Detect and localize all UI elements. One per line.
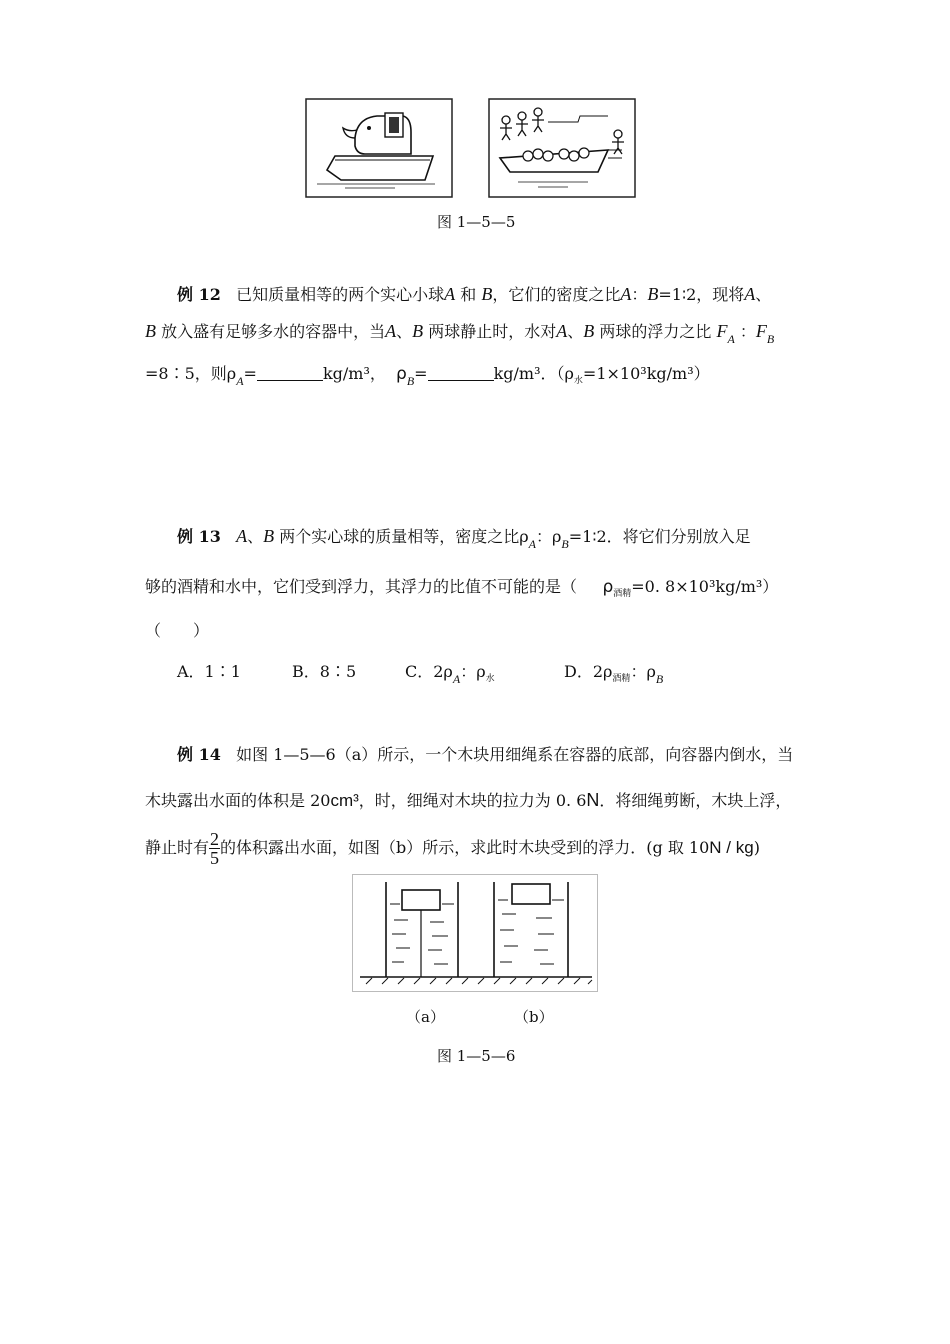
example-14-line-1: 例 14 如图 1—5—6（a）所示，一个木块用细绳系在容器的底部，向容器内倒水，当 [177,745,794,764]
figure-1-5-6-label-b: （b） [514,1008,554,1026]
figure-1-5-6-caption: 图 1—5—6 [437,1047,516,1065]
example-13-option-d: D．$2\rho_{酒精}$：$\rho_B$ [564,662,664,686]
example-12-line-2: B 放入盛有足够多水的容器中，当A、B 两球静止时，水对A、B 两球的浮力之比 $F_A$ ：$F_B$ [145,321,775,346]
example-14-label: 例 14 [177,745,221,764]
example-12-label: 例 12 [177,285,221,304]
example-14-line-3: 静止时有 $\frac{2}{5}$ 的体积露出水面，如图（b）所示，求此时木块受到的浮力．(g 取 10N / kg) [145,829,760,868]
example-13-line-1: 例 13 A、B 两个实心球的质量相等，密度之比$\rho_A$：$\rho_B=1∶2$．将它们分别放入足 [177,526,751,551]
example-13-option-a: A．1∶1 [177,662,241,681]
example-13-label: 例 13 [177,527,221,546]
answer-blank-a [257,366,323,381]
example-14-line-2: 木块露出水面的体积是 20cm³，时，细绳对木块的拉力为 0. 6N．将细绳剪断，木块上浮， [145,790,792,810]
example-13-answer-paren: （ ） [145,621,210,640]
figure-1-5-5-right [488,98,636,198]
figure-1-5-5-caption: 图 1—5—5 [437,213,516,231]
answer-blank-b [428,366,494,381]
example-12-line-1: 例 12 已知质量相等的两个实心小球A 和 B，它们的密度之比A：B=1∶2，现将A、 [177,284,772,304]
figure-1-5-6-label-a: （a） [406,1008,445,1026]
example-12-line-3: =8∶5，则$\rho_A= kg/m^3$， $\rho_B= kg/m^3$．$(\rho_水=1\times 10^3kg/m^3)$ [145,364,710,388]
fraction-two-fifths: $\frac{2}{5}$ [210,829,220,868]
figure-1-5-6 [352,874,598,992]
figure-1-5-5-left [305,98,453,198]
example-13-option-b: B．8∶5 [292,662,357,681]
example-13-line-2: 够的酒精和水中，它们受到浮力，其浮力的比值不可能的是（ $\rho_{酒精}=0$. 8×10³kg/m³） [145,577,779,599]
example-13-option-c: C．$2\rho_A$：$\rho_水$ [405,662,495,686]
